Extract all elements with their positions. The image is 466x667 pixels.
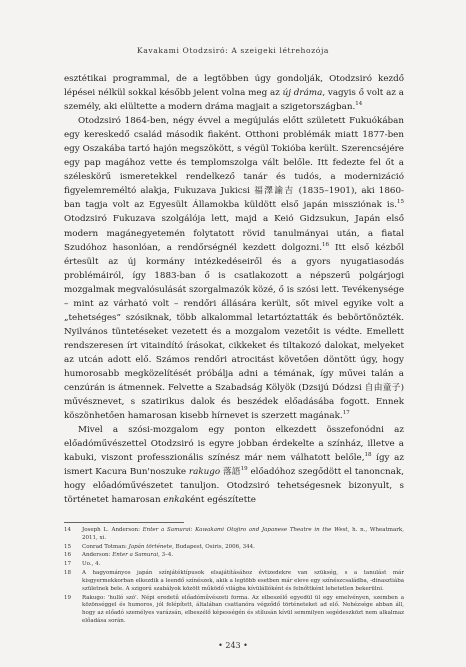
footnote-number: 17 [64,561,71,568]
footnote [64,544,404,552]
footnote-number: 19 [64,594,71,601]
footnote-divider [64,522,184,523]
text-run: Otodzsiró 1864-ben, négy évvel a megújulás előtt született Fukuókában egy kereskedő család második fiaként. Otthoni problémák miatt 1877-ben egy Oszakába tartó hajón megszökött, s végül Tokióba került. Szerencséjére egy pap magához vette és templomszolga vált belőle. Itt fedezte fel őt a széleskörű ismeretekkel rendelkező tanár és tudós, a modernizáció figyelemreméltó alakja, Fukuzava Jukicsi 福澤諭吉 (1835–1901), aki 1860-ban tagja volt az Egyesült Államokba küldött első japán missziónak is. [64,116,404,211]
footnotes [64,527,404,627]
text-run: előadóhoz szegődött el tanoncnak, hogy előadóművészetet tanuljon. Otodzsiró tehetségesnek bizonyult, s történetet hamarosan [64,467,404,506]
footnote-number: 16 [64,552,71,559]
text-run: Uo., 4. [82,561,101,568]
italic-text: Enter a Samurai: Kawakami Otojiro and Japanese Theatre in the West [142,527,348,533]
text-run: , vagyis ő volt az a személy, aki elültette a modern dráma magjait a szigetországban. [64,88,404,113]
text-run: , 3–4. [158,552,174,559]
footnote-number: 14 [64,527,71,533]
text-run: esztétikai programmal, de a legtöbben úgy gondolják, Otodzsiró kezdő lépései nélkül sokkal később jelent volna meg az [64,74,404,99]
footnote [64,570,404,593]
footnote-ref: 18 [364,452,372,459]
text-run: A hagyományos japán színjátéktípusok elsajátításához évtizedekre van szükség, s a tanulást már kisgyermekkorban elkezdik a leendő színészek, akik a legtöbb esetben már eleve egy színészcsaládba, -dinasztiába születnek bele. A szigorú szabályok között működő világba kívülállóként és felnőttként lehetetlen bekerülni. [82,570,404,592]
footnote-ref: 14 [355,101,363,108]
footnote [64,561,404,569]
footnote-ref: 17 [342,410,350,417]
text-run: ként egészítette [184,495,256,506]
text-run: Anderson: [82,552,113,559]
footnote-number: 15 [64,543,71,550]
footnote-ref: 19 [240,466,248,473]
italic-text: új dráma [282,88,323,99]
footnote-text [82,544,404,552]
text-run: Itt első kézből értesült az új kormány intézkedéseiről és a gyors nyugatiasodás problémáiról, így 1883-ban ő is csatlakozott a népszerű polgárjogi mozgalmak megvalósulását szorgalmazók közé, ő is szósi lett. Tevékenysége – mint az várható volt – rendőri állására került, sőt mivel egyike volt a „tehetséges” szósiknak, több alkalommal letartóztatták és bebörtönözték. Nyilvános tüntetéseket vezetett és a mozgalom vezetőit is védte. Emellett rendszeresen írt vitaindító írásokat, cikkeket és tiltakozó dalokat, melyeket az utcán adott elő. Számos rendőri atrocitást követően döntött úgy, hogy humorosabb megközelítését próbálja adni a témának, így művei talán a cenzúrán is átmennek. Felvette a Szabadság Kölyök (Dzsijú Dódzsi 自由童子) művésznevet, s szatirikus dalok és beszédek előadásába fogott. Ennek köszönhetően hamarosan kisebb hírnevet is szerzett magának. [64,242,404,422]
paragraph [64,114,404,423]
italic-text: Enter a Samurai [112,552,159,559]
italic-text: rakugo [188,467,221,478]
text-run: Conrad Totman: [82,543,129,550]
footnote-text [82,570,404,593]
footnote [64,595,404,626]
text-run: , Budapest, Osiris, 2006, 344. [172,543,255,550]
footnote-text [82,561,404,569]
page-number: • 243 • [218,641,248,650]
footnote-text [82,527,404,543]
running-head: Kavakami Otodzsiró: A szeigeki létrehozója [136,46,330,55]
text-run: 落語 [220,467,241,478]
footnote-number: 18 [64,570,71,577]
italic-text: Japán története [128,543,173,550]
body-text [64,72,404,507]
italic-text: enka [163,495,185,506]
text-run: így az ismert Kacura Bun'noszuke [64,453,404,478]
footnote-ref: 15 [397,199,404,206]
footnote-ref: 16 [322,241,329,248]
paragraph [64,72,404,114]
footnote [64,552,404,560]
text-run: , h. n., Wheatmark, 2011, xi. [82,527,404,541]
paragraph [64,423,404,507]
text-run: Joseph L. Anderson: [82,527,143,533]
footnote-text [82,595,404,626]
footnote-text [82,552,404,560]
text-run: Mivel a szósi-mozgalom egy ponton elkezdett összefonódni az előadóművészettel Otodzsiró is egyre jobban érdekelte a színház, illetve a kabuki, viszont professzionális színész már nem válhatott belőle, [64,425,404,464]
text-run: Rakugo: 'hulló szó'. Népi eredetű előadóművészeti forma. Az elbeszélő egyedül ül egy emelvényen, szemben a közönséggel és humoros, jól felépített, általában csattanóra végződő történeteket ad elő. Nehézsége abban áll, hogy az előadó személyes varázsán, elbeszélő képességén és stílusán kívül semmilyen segédeszközt nem alkalmaz előadása során. [82,594,404,624]
text-run: Otodzsiró Fukuzava szolgálója lett, majd a Keió Gidzsukun, Japán első modern magánegyetemén folytatott rövid tanulmányai után, a fiatal Szudóhoz hasonlóan, a rendőrségnél kezdett dolgozni. [64,214,404,253]
footnote [64,527,404,543]
